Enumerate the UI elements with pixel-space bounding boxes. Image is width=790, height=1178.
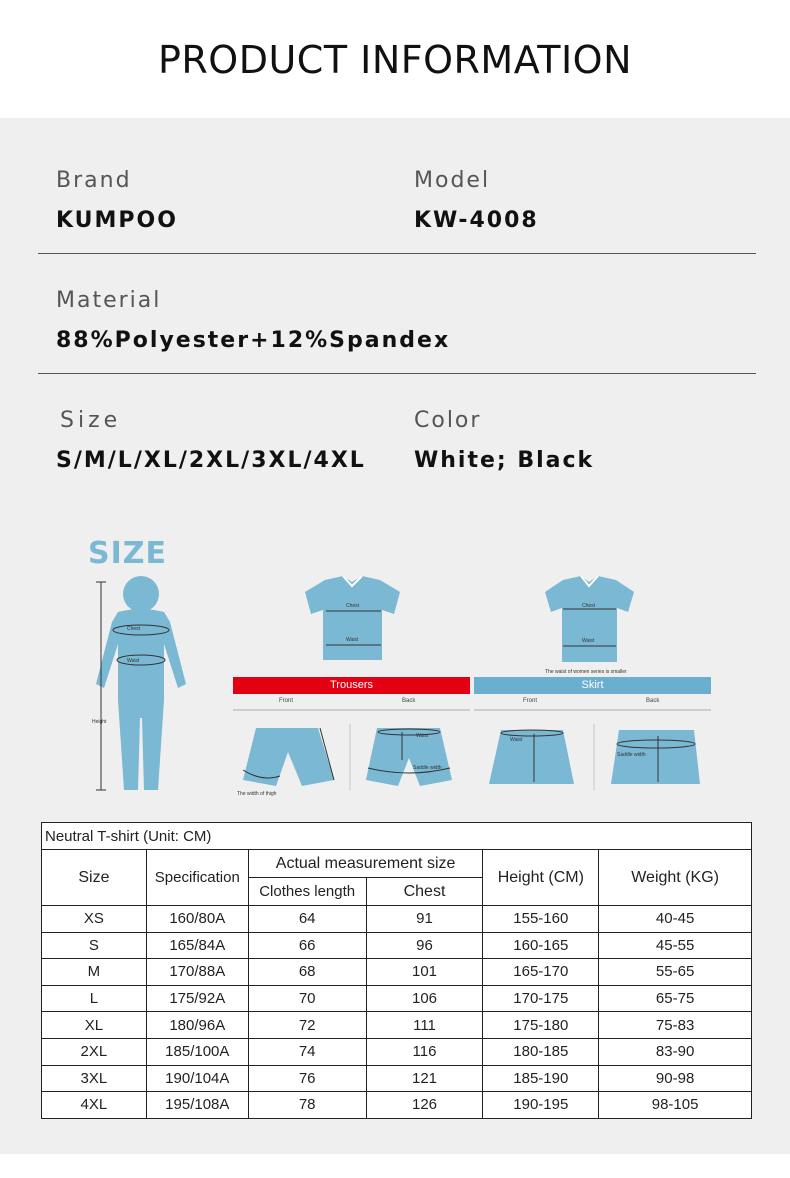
cell-size: XL [42, 1012, 147, 1039]
thigh-width-label: The width of thigh [237, 791, 277, 797]
skirt-saddle-label: Saddle width [617, 752, 646, 758]
color-value: White; Black [414, 448, 595, 473]
table-row [42, 1038, 752, 1065]
skirt-back-label: Back [646, 698, 660, 704]
cell-weight: 75-83 [599, 1012, 752, 1039]
model-label: Model [414, 168, 491, 193]
cell-chest: 101 [366, 959, 483, 986]
cell-clothes-length: 74 [248, 1038, 366, 1065]
cell-clothes-length: 70 [248, 985, 366, 1012]
table-row [42, 1065, 752, 1092]
table-row [42, 932, 752, 959]
table-row [42, 959, 752, 986]
header-clothes-length: Clothes length [248, 878, 366, 906]
cell-chest: 126 [366, 1092, 483, 1119]
header-chest: Chest [366, 878, 483, 906]
cell-clothes-length: 78 [248, 1092, 366, 1119]
trousers-front-label: Front [279, 698, 294, 704]
saddle-width-label: Saddle width [413, 765, 442, 771]
cell-chest: 121 [366, 1065, 483, 1092]
cell-height: 155-160 [483, 906, 599, 933]
shorts-back-icon [366, 728, 452, 786]
shirt-waist-label: Waist [582, 638, 595, 644]
table-body [42, 906, 752, 1119]
cell-height: 190-195 [483, 1092, 599, 1119]
header-specification: Specification [146, 850, 248, 906]
cell-specification: 180/96A [146, 1012, 248, 1039]
brand-label: Brand [56, 168, 132, 193]
cell-height: 160-165 [483, 932, 599, 959]
cell-chest: 91 [366, 906, 483, 933]
cell-size: L [42, 985, 147, 1012]
material-value: 88%Polyester+12%Spandex [56, 328, 451, 353]
footer-strip [0, 1154, 790, 1178]
cell-specification: 160/80A [146, 906, 248, 933]
cell-height: 175-180 [483, 1012, 599, 1039]
cell-height: 165-170 [483, 959, 599, 986]
cell-weight: 65-75 [599, 985, 752, 1012]
table-row [42, 985, 752, 1012]
cell-specification: 170/88A [146, 959, 248, 986]
figure-waist-label: Waist [127, 658, 140, 664]
shirt-waist-label: Waist [346, 637, 359, 643]
cell-chest: 106 [366, 985, 483, 1012]
skirt-front-label: Front [523, 698, 538, 704]
figure-chest-label: Chest [127, 626, 141, 632]
cell-height: 180-185 [483, 1038, 599, 1065]
trousers-bar: Trousers [233, 677, 470, 694]
women-waist-note: The waist of women series is smaller [545, 669, 627, 675]
figure-height-label: Height [92, 719, 107, 725]
header-actual-measurement: Actual measurement size [248, 850, 483, 878]
cell-specification: 195/108A [146, 1092, 248, 1119]
cell-chest: 96 [366, 932, 483, 959]
cell-specification: 165/84A [146, 932, 248, 959]
cell-specification: 190/104A [146, 1065, 248, 1092]
cell-size: 2XL [42, 1038, 147, 1065]
cell-size: S [42, 932, 147, 959]
cell-clothes-length: 64 [248, 906, 366, 933]
cell-size: XS [42, 906, 147, 933]
cell-clothes-length: 68 [248, 959, 366, 986]
header-size: Size [42, 850, 147, 906]
trousers-back-label: Back [402, 698, 416, 704]
cell-size: 4XL [42, 1092, 147, 1119]
skirt-bar: Skirt [474, 677, 711, 694]
table-row [42, 1092, 752, 1119]
shirt-chest-label: Chest [346, 603, 360, 609]
cell-clothes-length: 72 [248, 1012, 366, 1039]
color-label: Color [414, 408, 482, 433]
cell-weight: 55-65 [599, 959, 752, 986]
cell-clothes-length: 76 [248, 1065, 366, 1092]
cell-weight: 90-98 [599, 1065, 752, 1092]
size-table [41, 822, 752, 1119]
size-chart-title: SIZE [88, 536, 168, 571]
shirt-chest-label: Chest [582, 603, 596, 609]
brand-value: KUMPOO [56, 208, 178, 233]
body-figure-icon [96, 576, 186, 790]
cell-height: 185-190 [483, 1065, 599, 1092]
model-value: KW-4008 [414, 208, 539, 233]
skirt-front-icon [489, 730, 574, 784]
shorts-waist-label: Waist [416, 733, 429, 739]
table-caption: Neutral T-shirt (Unit: CM) [42, 823, 752, 850]
page-title: PRODUCT INFORMATION [157, 38, 633, 82]
cell-weight: 83-90 [599, 1038, 752, 1065]
cell-clothes-length: 66 [248, 932, 366, 959]
cell-size: M [42, 959, 147, 986]
cell-weight: 40-45 [599, 906, 752, 933]
shorts-front-icon [243, 728, 334, 786]
cell-specification: 175/92A [146, 985, 248, 1012]
table-row [42, 1012, 752, 1039]
polo-shirt-icon [305, 576, 400, 660]
header-height: Height (CM) [483, 850, 599, 906]
cell-height: 170-175 [483, 985, 599, 1012]
cell-weight: 98-105 [599, 1092, 752, 1119]
header-weight: Weight (KG) [599, 850, 752, 906]
cell-weight: 45-55 [599, 932, 752, 959]
cell-size: 3XL [42, 1065, 147, 1092]
cell-specification: 185/100A [146, 1038, 248, 1065]
material-label: Material [56, 288, 162, 313]
women-polo-shirt-icon [545, 576, 634, 662]
cell-chest: 116 [366, 1038, 483, 1065]
cell-chest: 111 [366, 1012, 483, 1039]
size-value: S/M/L/XL/2XL/3XL/4XL [56, 448, 366, 473]
table-row [42, 906, 752, 933]
size-label: Size [60, 408, 122, 433]
skirt-waist-label: Waist [510, 737, 523, 743]
